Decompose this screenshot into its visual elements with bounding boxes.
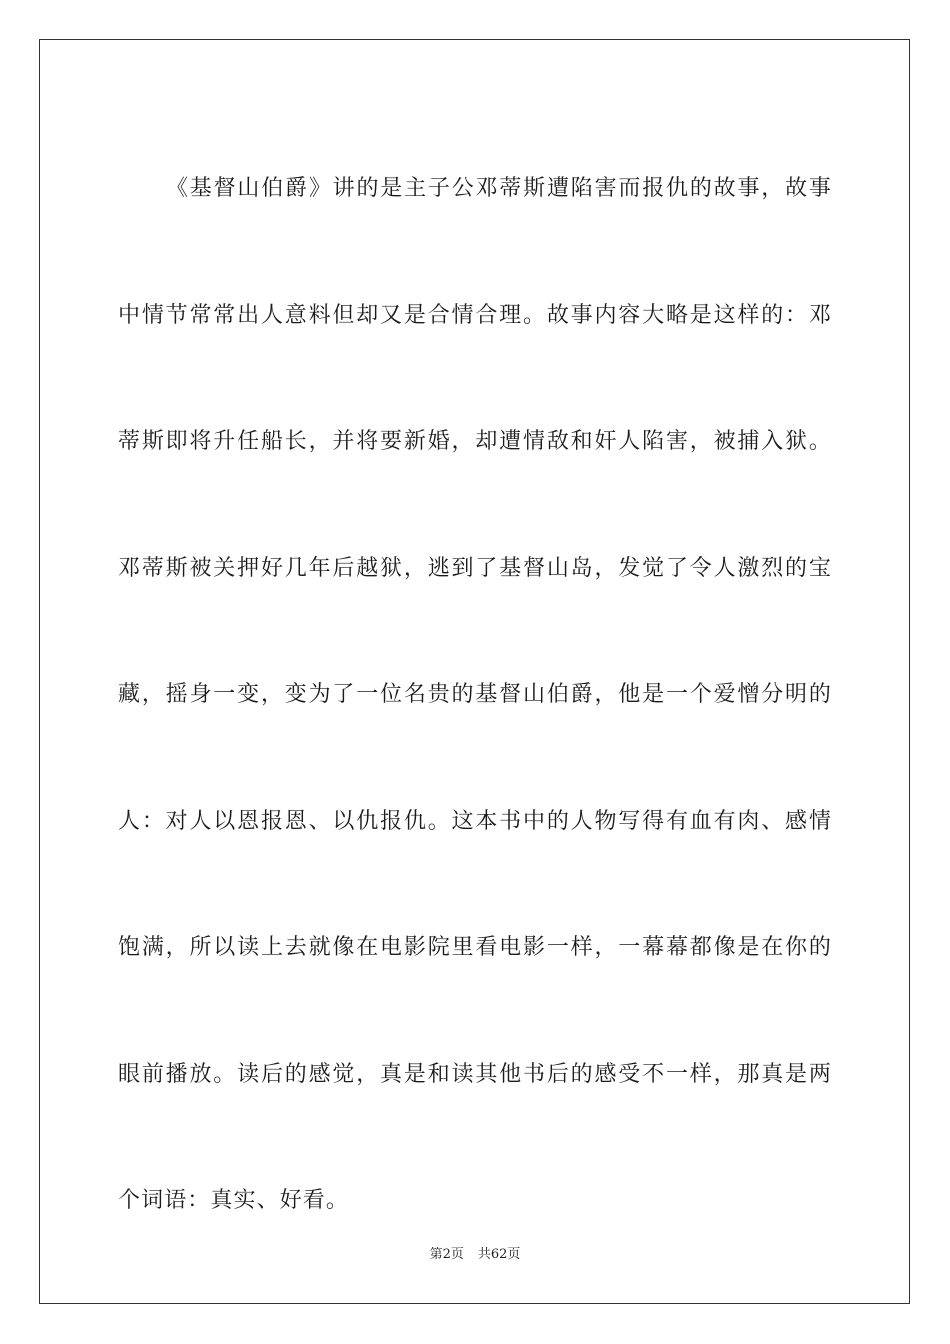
body-paragraph: 《基督山伯爵》讲的是主子公邓蒂斯遭陷害而报仇的故事，故事中情节常常出人意料但却又是合情合理。故事内容大略是这样的：邓蒂斯即将升任船长，并将要新婚，却遭情敌和奸人陷害，被捕入狱。邓蒂斯被关押好几年后越狱，逃到了基督山岛，发觉了令人激烈的宝藏，摇身一变，变为了一位名贵的基督山伯爵，他是一个爱憎分明的人：对人以恩报恩、以仇报仇。这本书中的人物写得有血有肉、感情饱满，所以读上去就像在电影院里看电影一样，一幕幕都像是在你的眼前播放。读后的感觉，真是和读其他书后的感受不一样，那真是两个词语：真实、好看。	[118, 176, 832, 1213]
current-page-label: 第2页	[429, 1247, 464, 1262]
page-footer	[0, 1246, 950, 1264]
total-pages-label: 共62页	[477, 1247, 521, 1262]
